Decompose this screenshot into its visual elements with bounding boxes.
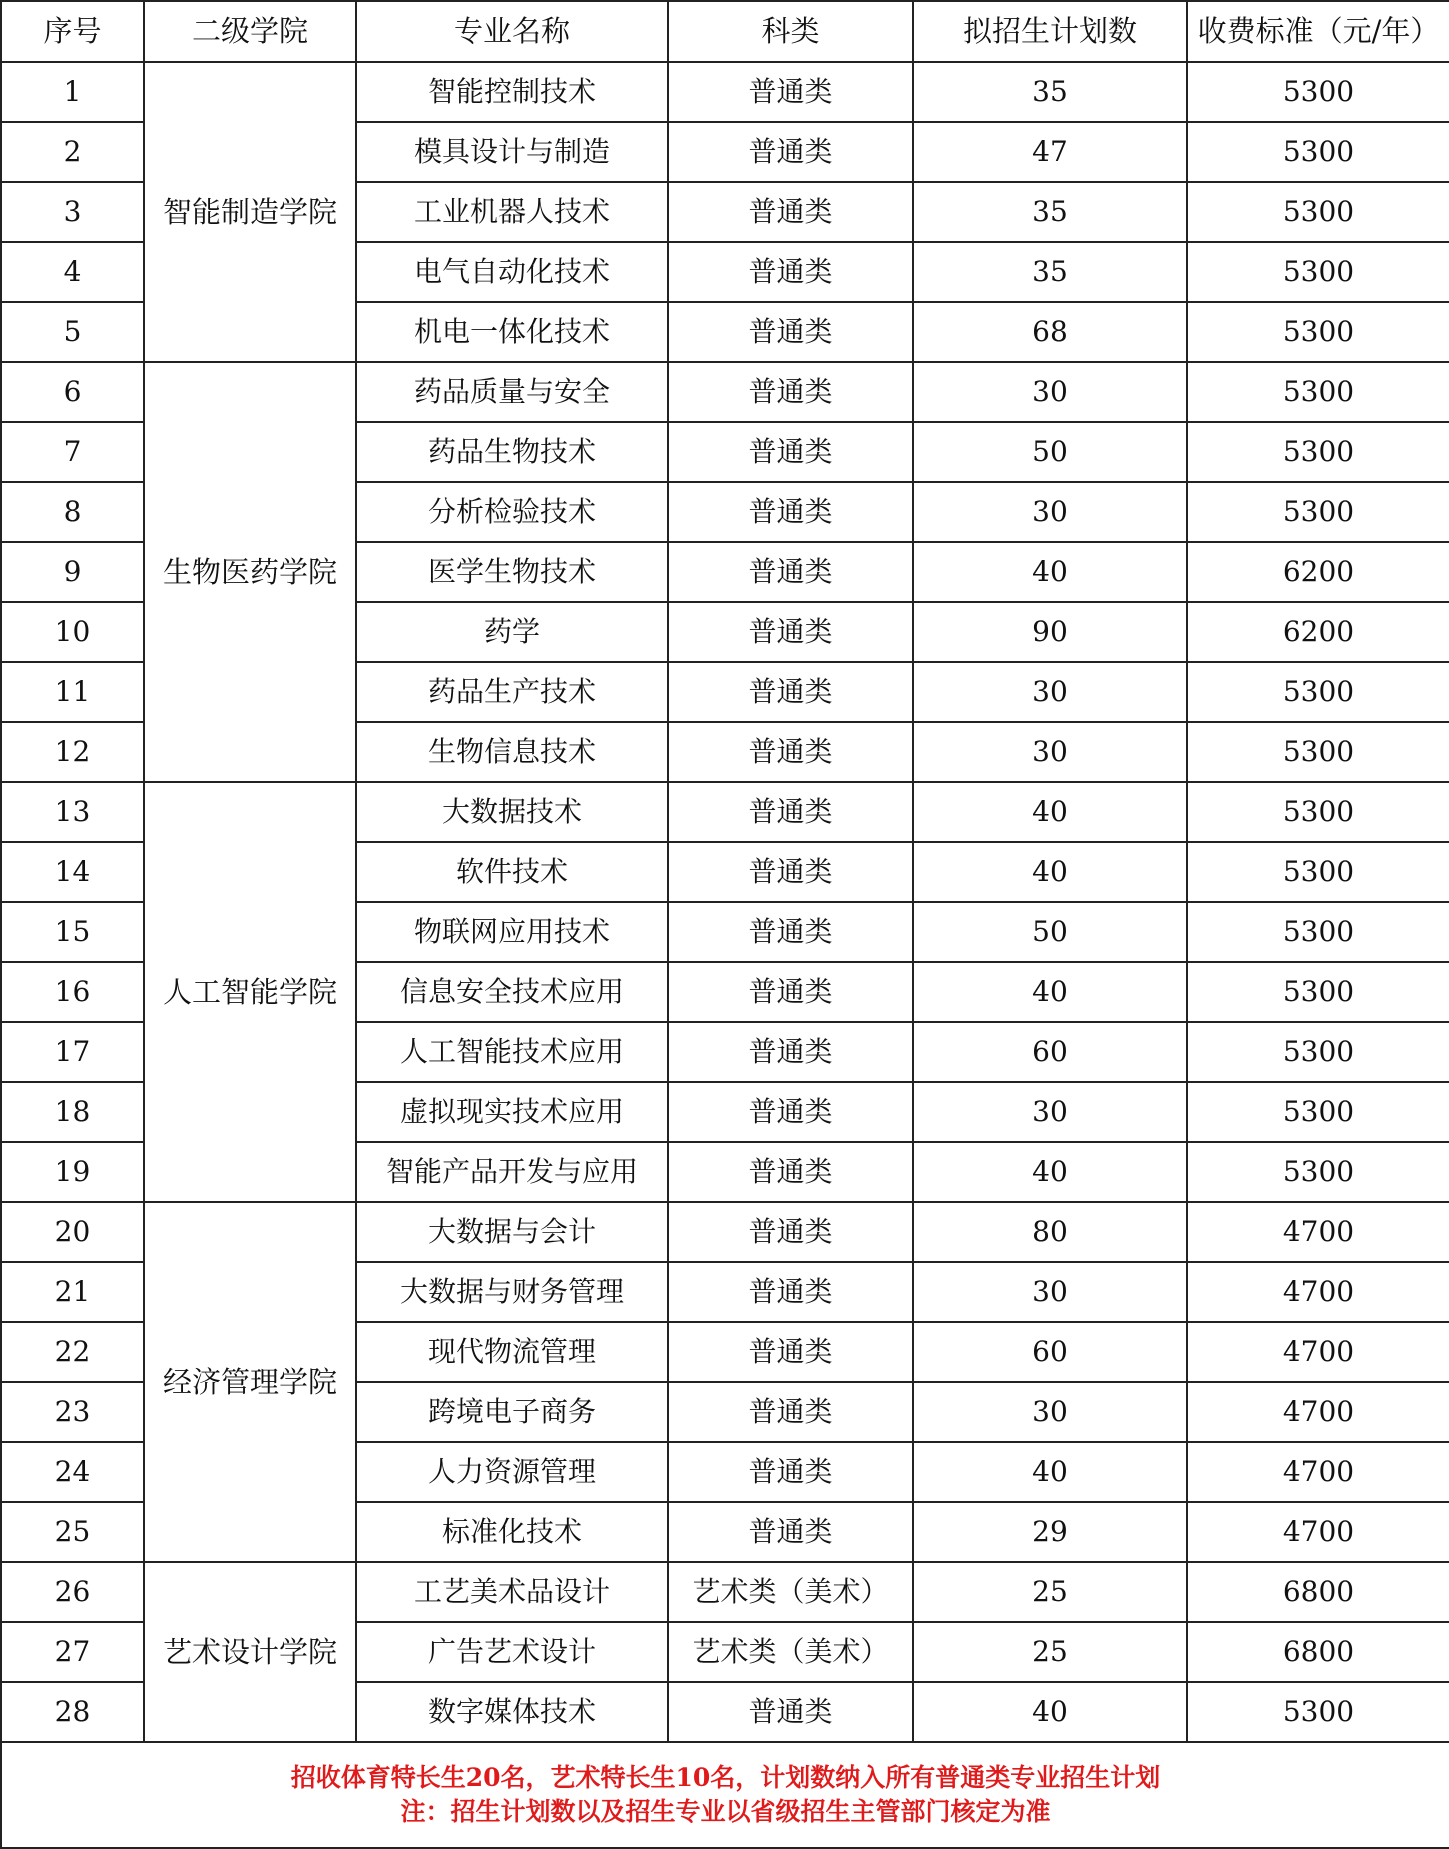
cell-plan-count: 35 (913, 62, 1187, 122)
cell-fee: 4700 (1187, 1322, 1449, 1382)
cell-major-name: 电气自动化技术 (356, 242, 668, 302)
cell-fee: 5300 (1187, 722, 1449, 782)
cell-plan-count: 68 (913, 302, 1187, 362)
cell-index: 23 (1, 1382, 144, 1442)
cell-fee: 5300 (1187, 422, 1449, 482)
cell-category: 普通类 (668, 1022, 913, 1082)
cell-category: 普通类 (668, 1262, 913, 1322)
cell-index: 24 (1, 1442, 144, 1502)
cell-college: 人工智能学院 (144, 782, 356, 1202)
cell-category: 普通类 (668, 422, 913, 482)
cell-plan-count: 30 (913, 362, 1187, 422)
cell-category: 普通类 (668, 902, 913, 962)
cell-major-name: 大数据技术 (356, 782, 668, 842)
cell-index: 21 (1, 1262, 144, 1322)
cell-major-name: 现代物流管理 (356, 1322, 668, 1382)
cell-major-name: 工艺美术品设计 (356, 1562, 668, 1622)
cell-plan-count: 50 (913, 422, 1187, 482)
cell-fee: 5300 (1187, 1082, 1449, 1142)
cell-index: 3 (1, 182, 144, 242)
cell-plan-count: 40 (913, 542, 1187, 602)
header-fee: 收费标准（元/年） (1187, 1, 1449, 62)
cell-index: 7 (1, 422, 144, 482)
cell-index: 11 (1, 662, 144, 722)
cell-category: 普通类 (668, 302, 913, 362)
cell-plan-count: 80 (913, 1202, 1187, 1262)
cell-major-name: 药品生产技术 (356, 662, 668, 722)
cell-major-name: 虚拟现实技术应用 (356, 1082, 668, 1142)
cell-major-name: 信息安全技术应用 (356, 962, 668, 1022)
table-row (1, 362, 1449, 422)
cell-major-name: 大数据与财务管理 (356, 1262, 668, 1322)
cell-college: 智能制造学院 (144, 62, 356, 362)
cell-fee: 5300 (1187, 842, 1449, 902)
cell-plan-count: 40 (913, 1442, 1187, 1502)
cell-index: 15 (1, 902, 144, 962)
cell-category: 普通类 (668, 602, 913, 662)
cell-major-name: 大数据与会计 (356, 1202, 668, 1262)
cell-index: 18 (1, 1082, 144, 1142)
cell-category: 普通类 (668, 1322, 913, 1382)
cell-category: 艺术类（美术） (668, 1562, 913, 1622)
note-line-1: 招收体育特长生20名，艺术特长生10名，计划数纳入所有普通类专业招生计划 (290, 1763, 1161, 1792)
cell-plan-count: 29 (913, 1502, 1187, 1562)
cell-major-name: 广告艺术设计 (356, 1622, 668, 1682)
cell-category: 普通类 (668, 1382, 913, 1442)
cell-index: 27 (1, 1622, 144, 1682)
cell-major-name: 工业机器人技术 (356, 182, 668, 242)
cell-plan-count: 30 (913, 482, 1187, 542)
cell-index: 4 (1, 242, 144, 302)
cell-major-name: 人力资源管理 (356, 1442, 668, 1502)
cell-college: 生物医药学院 (144, 362, 356, 782)
cell-fee: 5300 (1187, 302, 1449, 362)
cell-fee: 5300 (1187, 1142, 1449, 1202)
cell-category: 普通类 (668, 362, 913, 422)
cell-category: 普通类 (668, 1202, 913, 1262)
cell-category: 普通类 (668, 482, 913, 542)
cell-major-name: 人工智能技术应用 (356, 1022, 668, 1082)
cell-major-name: 模具设计与制造 (356, 122, 668, 182)
cell-major-name: 医学生物技术 (356, 542, 668, 602)
cell-index: 17 (1, 1022, 144, 1082)
cell-fee: 5300 (1187, 1682, 1449, 1742)
cell-plan-count: 25 (913, 1622, 1187, 1682)
cell-major-name: 药学 (356, 602, 668, 662)
cell-fee: 4700 (1187, 1442, 1449, 1502)
cell-major-name: 生物信息技术 (356, 722, 668, 782)
cell-plan-count: 40 (913, 842, 1187, 902)
cell-fee: 6200 (1187, 542, 1449, 602)
header-major: 专业名称 (356, 1, 668, 62)
cell-fee: 4700 (1187, 1202, 1449, 1262)
cell-fee: 5300 (1187, 782, 1449, 842)
header-college: 二级学院 (144, 1, 356, 62)
cell-fee: 4700 (1187, 1382, 1449, 1442)
cell-index: 16 (1, 962, 144, 1022)
note-line-2: 注：招生计划数以及招生专业以省级招生主管部门核定为准 (400, 1797, 1051, 1826)
cell-fee: 5300 (1187, 242, 1449, 302)
cell-plan-count: 25 (913, 1562, 1187, 1622)
cell-category: 普通类 (668, 1142, 913, 1202)
cell-index: 5 (1, 302, 144, 362)
cell-index: 13 (1, 782, 144, 842)
cell-fee: 5300 (1187, 362, 1449, 422)
cell-fee: 6200 (1187, 602, 1449, 662)
cell-category: 普通类 (668, 182, 913, 242)
cell-index: 20 (1, 1202, 144, 1262)
cell-index: 26 (1, 1562, 144, 1622)
cell-fee: 5300 (1187, 962, 1449, 1022)
cell-fee: 5300 (1187, 182, 1449, 242)
cell-college: 艺术设计学院 (144, 1562, 356, 1742)
table-row (1, 1562, 1449, 1622)
cell-category: 普通类 (668, 242, 913, 302)
cell-plan-count: 35 (913, 242, 1187, 302)
cell-index: 6 (1, 362, 144, 422)
cell-index: 25 (1, 1502, 144, 1562)
table-body (1, 62, 1449, 1742)
cell-fee: 5300 (1187, 482, 1449, 542)
cell-plan-count: 40 (913, 1142, 1187, 1202)
cell-major-name: 智能控制技术 (356, 62, 668, 122)
notes-row (1, 1742, 1449, 1848)
cell-category: 普通类 (668, 782, 913, 842)
header-category: 科类 (668, 1, 913, 62)
cell-index: 12 (1, 722, 144, 782)
cell-fee: 5300 (1187, 62, 1449, 122)
cell-major-name: 分析检验技术 (356, 482, 668, 542)
cell-category: 普通类 (668, 542, 913, 602)
cell-category: 普通类 (668, 662, 913, 722)
cell-plan-count: 30 (913, 1082, 1187, 1142)
cell-category: 普通类 (668, 1502, 913, 1562)
cell-plan-count: 90 (913, 602, 1187, 662)
cell-fee: 6800 (1187, 1562, 1449, 1622)
table-row (1, 782, 1449, 842)
cell-major-name: 物联网应用技术 (356, 902, 668, 962)
cell-plan-count: 47 (913, 122, 1187, 182)
cell-index: 9 (1, 542, 144, 602)
cell-index: 28 (1, 1682, 144, 1742)
cell-index: 19 (1, 1142, 144, 1202)
cell-plan-count: 35 (913, 182, 1187, 242)
cell-major-name: 药品质量与安全 (356, 362, 668, 422)
cell-category: 普通类 (668, 62, 913, 122)
cell-category: 普通类 (668, 1682, 913, 1742)
cell-index: 8 (1, 482, 144, 542)
cell-plan-count: 30 (913, 1262, 1187, 1322)
cell-plan-count: 30 (913, 722, 1187, 782)
cell-fee: 4700 (1187, 1262, 1449, 1322)
cell-category: 普通类 (668, 1082, 913, 1142)
header-plan: 拟招生计划数 (913, 1, 1187, 62)
cell-major-name: 机电一体化技术 (356, 302, 668, 362)
cell-fee: 5300 (1187, 902, 1449, 962)
cell-index: 14 (1, 842, 144, 902)
cell-major-name: 软件技术 (356, 842, 668, 902)
cell-major-name: 药品生物技术 (356, 422, 668, 482)
cell-category: 普通类 (668, 722, 913, 782)
cell-plan-count: 60 (913, 1022, 1187, 1082)
cell-category: 普通类 (668, 122, 913, 182)
cell-plan-count: 40 (913, 782, 1187, 842)
cell-category: 艺术类（美术） (668, 1622, 913, 1682)
cell-index: 10 (1, 602, 144, 662)
table-row (1, 1202, 1449, 1262)
cell-index: 22 (1, 1322, 144, 1382)
header-row (1, 1, 1449, 62)
cell-plan-count: 50 (913, 902, 1187, 962)
cell-fee: 6800 (1187, 1622, 1449, 1682)
cell-plan-count: 40 (913, 1682, 1187, 1742)
cell-college: 经济管理学院 (144, 1202, 356, 1562)
cell-plan-count: 30 (913, 662, 1187, 722)
header-index: 序号 (1, 1, 144, 62)
cell-major-name: 智能产品开发与应用 (356, 1142, 668, 1202)
cell-index: 1 (1, 62, 144, 122)
cell-major-name: 数字媒体技术 (356, 1682, 668, 1742)
cell-category: 普通类 (668, 1442, 913, 1502)
cell-major-name: 跨境电子商务 (356, 1382, 668, 1442)
cell-plan-count: 40 (913, 962, 1187, 1022)
table-row (1, 62, 1449, 122)
cell-index: 2 (1, 122, 144, 182)
cell-category: 普通类 (668, 962, 913, 1022)
cell-plan-count: 30 (913, 1382, 1187, 1442)
cell-fee: 5300 (1187, 122, 1449, 182)
cell-fee: 4700 (1187, 1502, 1449, 1562)
cell-major-name: 标准化技术 (356, 1502, 668, 1562)
notes-cell (1, 1742, 1449, 1848)
cell-category: 普通类 (668, 842, 913, 902)
cell-plan-count: 60 (913, 1322, 1187, 1382)
cell-fee: 5300 (1187, 662, 1449, 722)
cell-fee: 5300 (1187, 1022, 1449, 1082)
